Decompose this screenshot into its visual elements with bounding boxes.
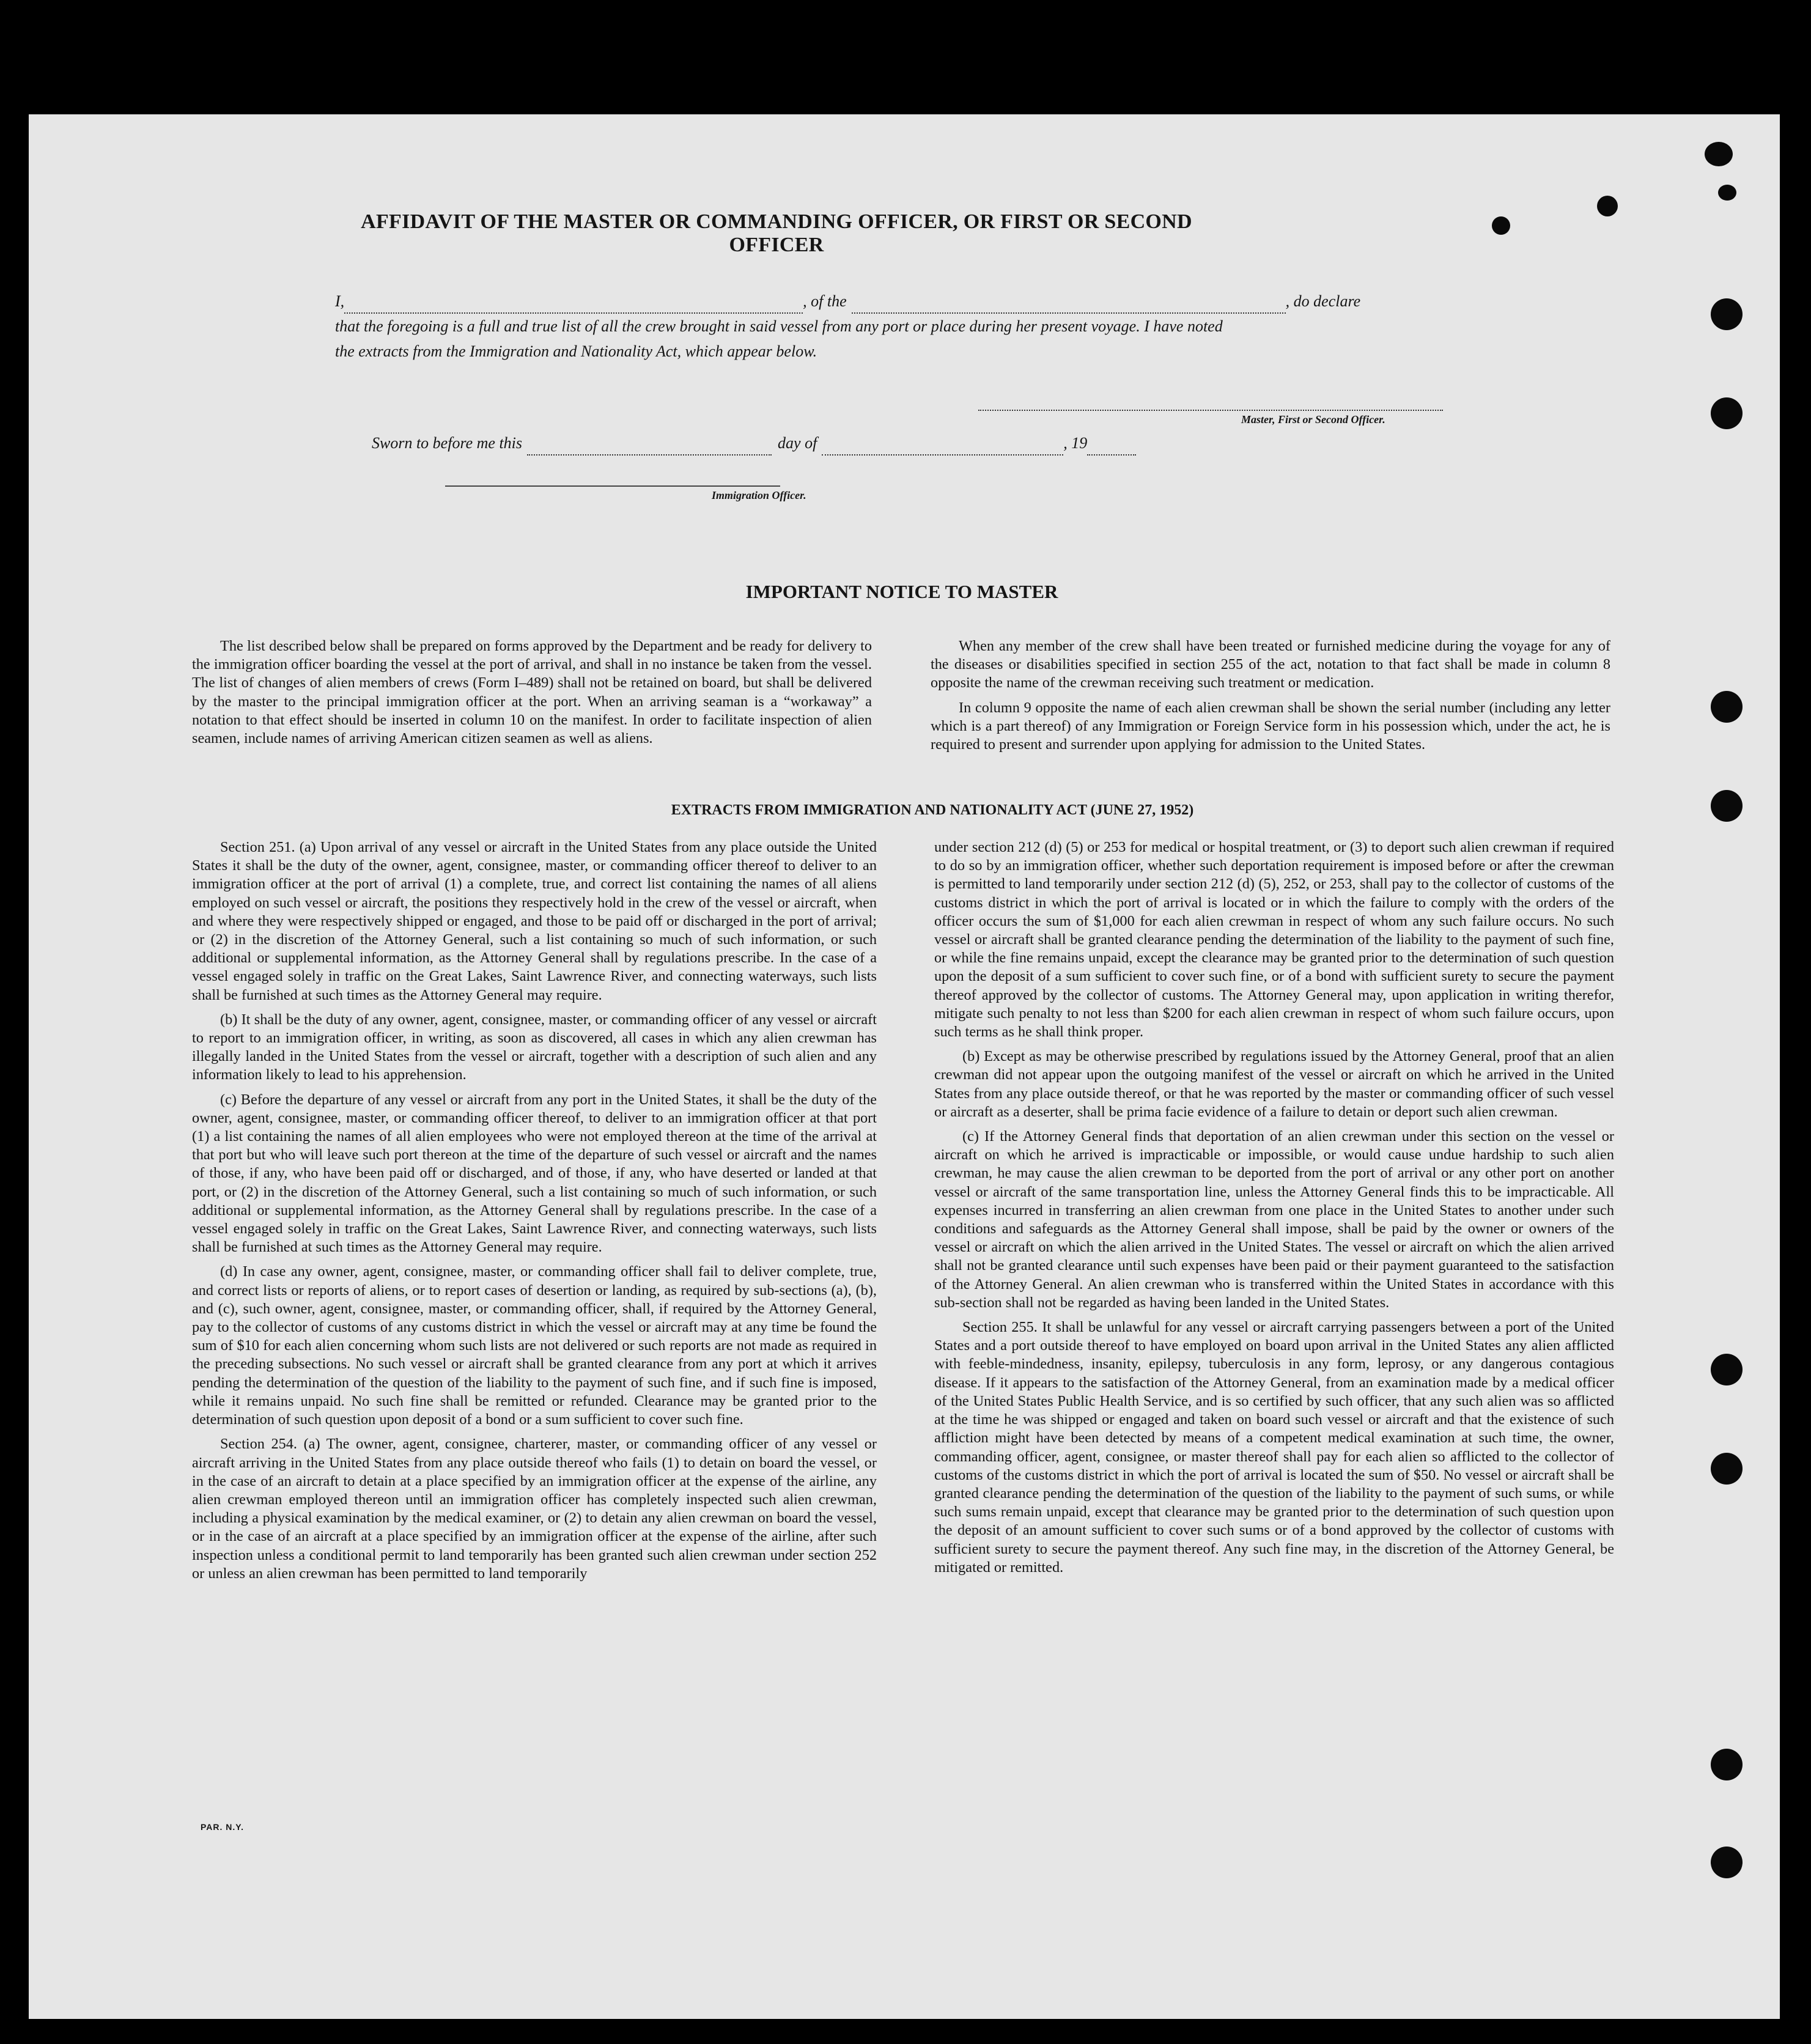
notice-heading: IMPORTANT NOTICE TO MASTER (745, 581, 1058, 602)
section-254c: (c) If the Attorney General finds that deportation of an alien crewman under this section on the vessel or aircraft on which he arrived is impracticable or impossible, or would cause undue hardship to such alien crewman, he may cause the alien crewman to be deported from the port of arrival or any other port on another vessel or aircraft of the same transportation line, unless the Attorney General finds this to be impracticable. All expenses incurred in transferring an alien crewman from one place in the United States to another under such conditions and safeguards as the Attorney General shall impose, shall be paid by the owner or owners of the vessel or aircraft on which the alien arrived in the United States. The vessel or aircraft on which the alien arrived shall not be granted clearance until such expenses have been paid or their payment guaranteed to the satisfaction of the Attorney General. An alien crewman who is transferred within the United States in accordance with this sub-section shall not be regarded as having been landed in the United States. (934, 1128, 1614, 1311)
sworn-row (372, 430, 1228, 456)
ink-blot (1597, 196, 1618, 216)
immigration-signature-line[interactable] (445, 485, 780, 487)
sworn-label: Sworn to before me this (372, 434, 523, 452)
notice-paragraph: In column 9 opposite the name of each alien crewman shall be shown the serial number (including any letter which is a part thereof) of any Immigration or Foreign Service form in his possession which, under the act, he is required to present and surrender upon applying for admission to the United States. (931, 699, 1610, 753)
punch-hole (1711, 298, 1743, 330)
name-blank[interactable] (344, 300, 803, 314)
declaration-do-declare: , do declare (1285, 292, 1361, 310)
section-254a: Section 254. (a) The owner, agent, consignee, charterer, master, or commanding officer of any vessel or aircraft arriving in the United States from any place outside thereof who fails (1) to detain on board the vessel, or in the case of an aircraft to detain at a place specified by an immigration officer at the expense of the airline, any alien crewman employed thereon until an immigration officer has completely inspected such alien crewman, including a physical examination by the medical examiner, or (2) to detain any alien crewman on board the vessel, or in the case of an aircraft at a place specified by an immigration officer at the expense of the airline, after such inspection unless a conditional permit to land temporarily has been granted such alien crewman under section 252 or unless an alien crewman has been permitted to land temporarily (192, 1436, 877, 1582)
section-255: Section 255. It shall be unlawful for any vessel or aircraft carrying passengers between a port of the United States and a port outside thereof to have employed on board upon arrival in the United States any alien afflicted with feeble-mindedness, insanity, epilepsy, tuberculosis in any form, leprosy, or any dangerous contagious disease. If it appears to the satisfaction of the Attorney General, from an examination made by a medical officer of the United States Public Health Service, and is so certified by such officer, that any such alien was so afflicted at the time he was shipped or engaged and taken on board such vessel or aircraft and that the existence of such affliction might have been detected by means of a competent medical examination at such time, the owner, commanding officer, agent, consignee, or master thereof shall pay for each alien so afflicted to the collector of customs of the customs district in which the port of arrival is located the sum of $50. No vessel or aircraft shall be granted clearance pending the determination of the question of the liability to the payment of such sums, or while such sums remain unpaid, except that clearance may be granted prior to the determination of such question upon the deposit of an amount sufficient to cover such sums or of a bond approved by the collector of customs with sufficient surety to secure the payment thereof. Any such fine may, in the discretion of the Attorney General, be mitigated or remitted. (934, 1319, 1614, 1576)
section-251d: (d) In case any owner, agent, consignee, master, or commanding officer shall fail to deliver complete, true, and correct lists or reports of aliens, or to report cases of desertion or landing, as required by sub-sections (a), (b), and (c), such owner, agent, consignee, master, or commanding officer, shall, if required by the Attorney General, pay to the collector of customs of any customs district in which the vessel or aircraft may at any time be found the sum of $10 for each alien concerning whom such lists are not delivered or such reports are not made as required in the preceding subsections. No such vessel or aircraft shall be granted clearance from any port at which it arrives pending the determination of the question of the liability to the payment of such fine, and if such fine is imposed, while it remains unpaid. No such fine shall be remitted or refunded. Clearance may be granted prior to the determination of such question upon deposit of a bond or a sum sufficient to cover such fine. (192, 1263, 877, 1428)
punch-hole (1711, 1749, 1743, 1780)
punch-hole (1711, 691, 1743, 723)
day-of-label: day of (778, 434, 817, 452)
punch-hole (1711, 397, 1743, 429)
notice-right-column (931, 637, 1610, 760)
ink-blot (1492, 216, 1510, 235)
punch-hole (1711, 1354, 1743, 1385)
master-caption: Master, First or Second Officer. (1241, 413, 1385, 426)
punch-hole (1711, 790, 1743, 822)
declaration-block (335, 289, 1460, 364)
notice-paragraph: When any member of the crew shall have been treated or furnished medicine during the voyage for any of the diseases or disabilities specified in section 255 of the act, notation to that fact shall be made in column 8 opposite the name of the crewman receiving such treatment or medication. (931, 638, 1610, 692)
printer-mark: PAR. N.Y. (201, 1822, 244, 1832)
master-signature-line[interactable] (978, 410, 1443, 411)
declaration-line-2: that the foregoing is a full and true list of all the crew brought in said vessel from any port or place during her present voyage. I have noted (335, 317, 1223, 335)
punch-hole (1711, 1453, 1743, 1485)
declaration-i: I, (335, 292, 345, 310)
ink-blot (1718, 185, 1736, 201)
punch-hole (1711, 1847, 1743, 1878)
sworn-day-blank[interactable] (527, 442, 772, 456)
extracts-right-column (934, 838, 1614, 1583)
year-blank[interactable] (1087, 442, 1136, 456)
vessel-blank[interactable] (852, 300, 1286, 314)
affidavit-title: AFFIDAVIT OF THE MASTER OR COMMANDING OFFICER, OR FIRST OR SECOND OFFICER (361, 210, 1192, 256)
section-254b: (b) Except as may be otherwise prescribed by regulations issued by the Attorney General, proof that an alien crewman did not appear upon the outgoing manifest of the vessel or aircraft on which he arrived in the United States from any place outside thereof, or that he was reported by the master or commanding officer of such vessel or aircraft as a deserter, shall be prima facie evidence of a failure to detain or deport such alien crewman. (934, 1048, 1614, 1120)
ink-blot (1705, 142, 1733, 166)
immigration-caption: Immigration Officer. (712, 489, 806, 501)
extracts-heading: EXTRACTS FROM IMMIGRATION AND NATIONALITY ACT (JUNE 27, 1952) (671, 802, 1194, 818)
section-254a-continued: under section 212 (d) (5) or 253 for medical or hospital treatment, or (3) to deport such alien crewman if required to do so by an immigration officer, whether such deportation requirement is imposed before or after the crewman is permitted to land temporarily under section 212 (d) (5), 252, or 253, shall pay to the collector of customs of the customs district in which the port of arrival is located or in which the failure to comply with the orders of the officer occurs the sum of $1,000 for each alien crewman in respect of whom any such failure occurs. No such vessel or aircraft shall be granted clearance pending the determination of the liability to the payment of such fine, or while the fine remains unpaid, except the clearance may be granted prior to the determination of such question upon the deposit of a sum sufficient to cover such fine, or of a bond with sufficient surety to secure the payment thereof approved by the collector of customs. The Attorney General may, upon application in writing therefor, mitigate such penalty to not less than $200 for each alien crewman in respect of whom such failure occurs, upon such terms as he shall think proper. (934, 839, 1614, 1041)
declaration-line-3: the extracts from the Immigration and Nationality Act, which appear below. (335, 342, 817, 360)
sworn-month-blank[interactable] (822, 442, 1063, 456)
year-label: , 19 (1063, 434, 1088, 452)
declaration-of-the: , of the (803, 292, 847, 310)
section-251b: (b) It shall be the duty of any owner, agent, consignee, master, or commanding officer of any vessel or aircraft to report to an immigration officer, in writing, as soon as discovered, all cases in which any alien crewman has illegally landed in the United States from the vessel or aircraft, together with a description of such alien and any information likely to lead to his apprehension. (192, 1011, 877, 1083)
section-251a: Section 251. (a) Upon arrival of any vessel or aircraft in the United States from any place outside the United States it shall be the duty of the owner, agent, consignee, master, or commanding officer thereof to deliver to an immigration officer at the port of arrival (1) a complete, true, and correct list containing the names of all aliens employed on such vessel or aircraft, the positions they respectively hold in the crew of the vessel or aircraft, when and where they were respectively shipped or engaged, and those to be paid off or discharged in the port of arrival; or (2) in the discretion of the Attorney General, such a list containing so much of such information, or such additional or supplemental information, as the Attorney General shall by regulations prescribe. In the case of a vessel engaged solely in traffic on the Great Lakes, Saint Lawrence River, and connecting waterways, such lists shall be furnished at such times as the Attorney General may require. (192, 839, 877, 1003)
extracts-left-column (192, 838, 877, 1589)
section-251c: (c) Before the departure of any vessel or aircraft from any port in the United States, it shall be the duty of the owner, agent, consignee, master, or commanding officer thereof, to deliver to an immigration officer at that port (1) a list containing the names of all alien employees who were not employed thereon at the time of the arrival at that port but who will leave such port thereon at the time of the departure of such vessel or aircraft and the names of those, if any, who have been paid off or discharged, and of those, if any, who have deserted or landed at that port, or (2) in the discretion of the Attorney General, such a list containing so much of such information, or such additional or supplemental information, as the Attorney General shall by regulations prescribe. In the case of a vessel engaged solely in traffic on the Great Lakes, Saint Lawrence River, and connecting waterways, such lists shall be furnished at such times as the Attorney General may require. (192, 1091, 877, 1256)
notice-paragraph: The list described below shall be prepared on forms approved by the Department and be ready for delivery to the immigration officer boarding the vessel at the port of arrival, and shall in no instance be taken from the vessel. The list of changes of alien members of crews (Form I–489) shall not be retained on board, but shall be delivered by the master to the principal immigration officer at the port. When an arriving seaman is a “workaway” a notation to that effect should be inserted in column 10 on the manifest. In order to facilitate inspection of alien seamen, include names of arriving American citizen seamen as well as aliens. (192, 638, 872, 747)
notice-left-column (192, 637, 872, 754)
